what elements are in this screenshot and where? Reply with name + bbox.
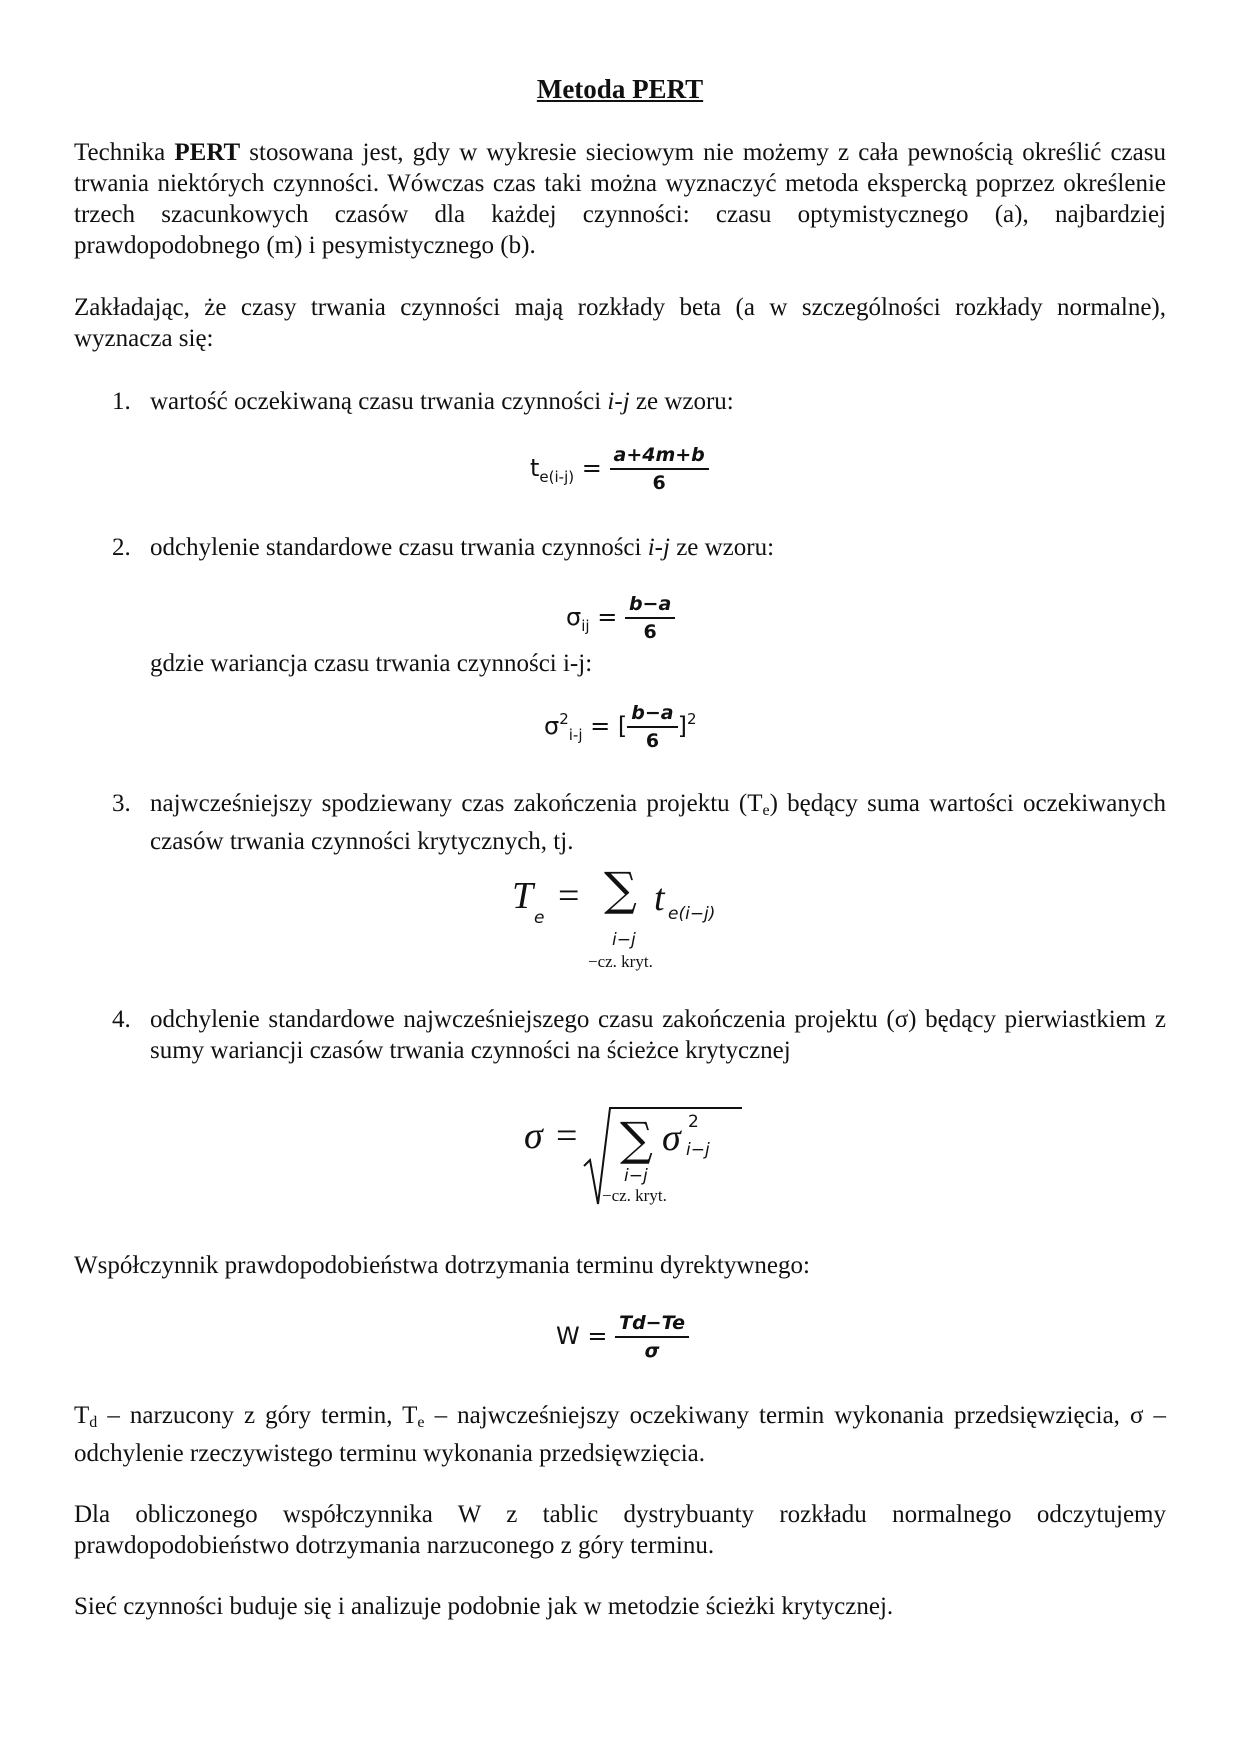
intro-text-pre: Technika (74, 139, 175, 166)
list-item-1 (112, 386, 1166, 417)
numerator: a+4m+b (613, 444, 705, 466)
legend-symbol-td: T (74, 1402, 90, 1429)
legend-sub-d: d (89, 1414, 98, 1431)
list-subscript: e (762, 802, 770, 819)
list-number: 1. (112, 388, 131, 415)
formula-term-sub: i−j (686, 1140, 710, 1160)
list-text-post: ze wzoru: (629, 388, 734, 415)
list-item-2 (112, 532, 1166, 563)
list-text: najwcześniejszy spodziewany czas zakończenia projektu (T (150, 790, 763, 817)
variance-intro: gdzie wariancja czasu trwania czynności i-j: (150, 650, 593, 677)
formula-term-sup: 2 (688, 1112, 699, 1132)
list-italic: i-j (647, 534, 670, 561)
list-text: odchylenie standardowe najwcześniejszego czasu zakończenia projektu (σ) będący pierwiastkiem z sumy wariancji czasów trwania czynności na ścieżce krytycznej (150, 1006, 1166, 1064)
sum-icon: ∑ (604, 862, 637, 916)
fraction (625, 593, 675, 643)
fraction (627, 702, 677, 752)
denominator: 6 (627, 726, 677, 752)
numerator: b−a (628, 593, 672, 615)
formula-lhs: σ (566, 603, 582, 631)
denominator: 6 (610, 468, 709, 494)
formula-project-time (508, 862, 748, 978)
sum-index: i−j (624, 1166, 648, 1186)
list-number: 4. (112, 1006, 131, 1033)
equals-sign: = (558, 875, 580, 917)
sum-condition: −cz. kryt. (602, 1186, 667, 1205)
list-item-3 (112, 788, 1166, 857)
list-number: 2. (112, 534, 131, 561)
formula-term-sub: e(i−j) (668, 904, 716, 924)
formula-variance (544, 702, 697, 752)
legend-text-b: – najwcześniejszy oczekiwany termin wykonania przedsięwzięcia, σ – odchylenie rzeczywistego terminu wykonania przedsięwzięcia. (74, 1402, 1166, 1467)
list-text: odchylenie standardowe czasu trwania czynności (150, 534, 648, 561)
equals-sign: = (597, 603, 618, 631)
numerator: b−a (631, 702, 674, 724)
close-bracket: ] (677, 712, 687, 740)
equals-sign: = (581, 454, 602, 482)
legend-paragraph (74, 1400, 1166, 1469)
formula-lhs: t (530, 454, 540, 482)
intro-bold-term: PERT (174, 139, 241, 166)
list-text-post: ze wzoru: (669, 534, 775, 561)
list-number: 3. (112, 790, 131, 817)
sum-icon: ∑ (620, 1112, 653, 1166)
sum-index: i−j (612, 930, 636, 950)
formula-lhs-sub: i-j (568, 726, 583, 744)
fraction (615, 1312, 689, 1362)
open-bracket: [ (617, 712, 628, 740)
list-italic: i-j (607, 388, 630, 415)
fraction (610, 444, 709, 494)
legend-sub-e: e (417, 1414, 425, 1431)
formula-lhs: σ (524, 1115, 543, 1157)
formula-lhs-sub: ij (581, 617, 590, 635)
equals-sign: = (587, 1322, 608, 1350)
denominator: σ (615, 1336, 689, 1362)
page-title: Metoda PERT (536, 74, 704, 104)
formula-lhs-sub: e(i-j) (539, 468, 575, 486)
legend-text-a: – narzucony z góry termin, T (97, 1402, 418, 1429)
power: 2 (687, 710, 697, 728)
formula-lhs-sub: e (534, 908, 545, 928)
formula-lhs: σ (544, 712, 560, 740)
formula-project-std-dev (520, 1104, 730, 1214)
formula-term: t (654, 877, 665, 919)
formula-std-dev (566, 593, 675, 643)
assumption-paragraph: Zakładając, że czasy trwania czynności mają rozkłady beta (a w szczególności rozkłady normalne), wyznacza się: (74, 294, 1166, 352)
formula-probability-coefficient (556, 1312, 689, 1362)
list-item-4 (112, 1004, 1166, 1066)
formula-expected-time (530, 444, 709, 494)
equals-sign: = (556, 1115, 578, 1157)
formula-lhs: T (512, 875, 534, 917)
formula-lhs-sup: 2 (559, 710, 569, 728)
intro-paragraph (74, 137, 1166, 261)
equals-sign: = (590, 712, 611, 740)
list-text-post: ) będący suma wartości oczekiwanych czasów trwania czynności krytycznych, tj. (150, 790, 1166, 855)
denominator: 6 (625, 617, 675, 643)
list-text: wartość oczekiwaną czasu trwania czynności (150, 388, 608, 415)
closing-paragraph: Sieć czynności buduje się i analizuje podobnie jak w metodzie ścieżki krytycznej. (74, 1593, 894, 1620)
formula-lhs: W (556, 1322, 580, 1350)
formula-term: σ (662, 1117, 681, 1159)
coefficient-intro: Współczynnik prawdopodobieństwa dotrzymania terminu dyrektywnego: (74, 1252, 810, 1279)
numerator: Td−Te (619, 1312, 686, 1334)
table-note-paragraph: Dla obliczonego współczynnika W z tablic dystrybuanty rozkładu normalnego odczytujemy prawdopodobieństwo dotrzymania narzuconego z góry terminu. (74, 1501, 1166, 1559)
intro-text-post: stosowana jest, gdy w wykresie sieciowym nie możemy z cała pewnością określić czasu trwania niektórych czynności. Wówczas czas taki można wyznaczyć metoda ekspercką poprzez określenie trzech szacunkowych czasów dla każdej czynności: czasu optymistycznego (a), najbardziej prawdopodobnego (m) i pesymistycznego (b). (74, 139, 1166, 259)
sum-condition: −cz. kryt. (588, 952, 653, 971)
